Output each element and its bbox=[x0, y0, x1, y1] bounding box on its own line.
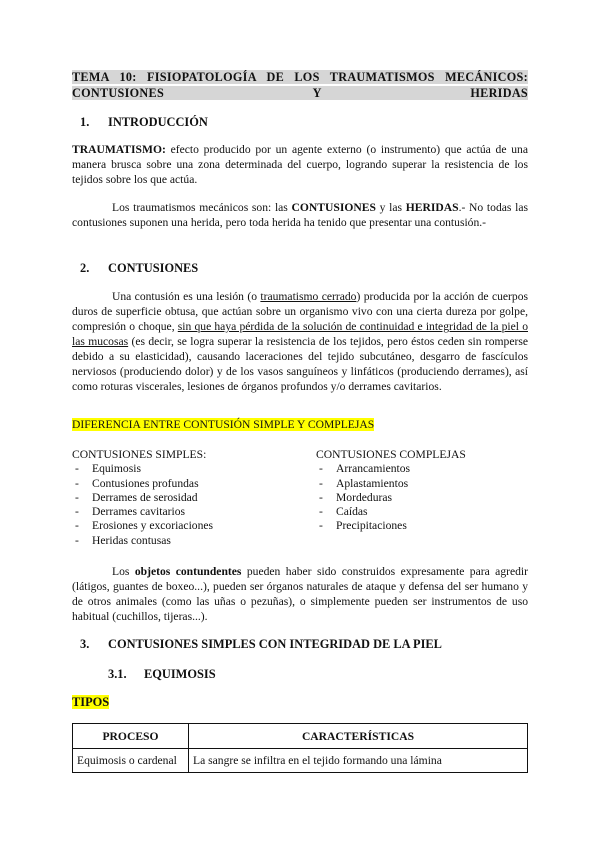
list-item: - Mordeduras bbox=[316, 491, 466, 505]
column-header-proceso: PROCESO bbox=[73, 724, 189, 749]
bold-heridas: HERIDAS bbox=[405, 201, 459, 214]
section-1-heading bbox=[80, 115, 208, 130]
section-title: CONTUSIONES bbox=[108, 261, 199, 275]
text-run: ) producida por la acción de cuerpos duros de superficie obtusa, que actúan sobre un organismo vivo con una cierta dureza por golpe, compresión o choque, bbox=[72, 290, 529, 333]
table-cell: La sangre se infiltra en el tejido formando una lámina bbox=[189, 749, 528, 773]
paragraph-traumatismos bbox=[72, 200, 528, 230]
text-run: .- No todas las contusiones suponen una herida, pero toda herida ha tenido que presentar una contusión.- bbox=[72, 201, 528, 229]
tipos-table bbox=[72, 723, 528, 773]
title-line-2: CONTUSIONES Y HERIDAS bbox=[72, 85, 528, 100]
simple-list-title: CONTUSIONES SIMPLES: bbox=[72, 448, 207, 461]
section-title: INTRODUCCIÓN bbox=[108, 115, 208, 129]
section-title: CONTUSIONES SIMPLES CON INTEGRIDAD DE LA PIEL bbox=[108, 637, 442, 651]
section-2-heading bbox=[80, 261, 198, 276]
tipos-label bbox=[72, 695, 109, 710]
underlined-integridad: sin que haya pérdida de la solución de continuidad e integridad de la piel o las mucosas bbox=[72, 320, 528, 348]
document-title bbox=[72, 70, 528, 101]
paragraph-contusion-definition bbox=[72, 289, 528, 394]
complex-list-title: CONTUSIONES COMPLEJAS bbox=[316, 448, 466, 461]
text-run: Los traumatismos mecánicos son: las bbox=[112, 201, 292, 214]
table-row bbox=[73, 749, 528, 773]
difference-heading-text: DIFERENCIA ENTRE CONTUSIÓN SIMPLE Y COMPLEJAS bbox=[72, 418, 375, 431]
tipos-label-text: TIPOS bbox=[72, 695, 110, 709]
table-cell: Equimosis o cardenal bbox=[73, 749, 189, 773]
simple-items bbox=[72, 462, 213, 548]
complex-list bbox=[316, 448, 466, 534]
text-run: Los bbox=[112, 565, 135, 578]
section-number: 1. bbox=[80, 115, 90, 129]
column-header-caracteristicas: CARACTERÍSTICAS bbox=[189, 724, 528, 749]
text-run: pueden haber sido construidos expresamente para agredir (látigos, guantes de boxeo...), pueden ser órganos naturales de ataque y defensa del ser humano y de otros animales (como las uñas o pezuñas), o simplemente pueden ser instrumentos de uso habitual (cuchillos, tijeras...). bbox=[72, 565, 529, 623]
text-run: Una contusión es una lesión (o bbox=[112, 290, 261, 303]
list-item: - Heridas contusas bbox=[72, 534, 213, 548]
section-3-heading bbox=[80, 637, 442, 652]
bold-contusiones: CONTUSIONES bbox=[291, 201, 376, 214]
text-run: y las bbox=[375, 201, 406, 214]
list-item: - Contusiones profundas bbox=[72, 477, 213, 491]
list-item: - Precipitaciones bbox=[316, 519, 466, 533]
paragraph-definition bbox=[72, 142, 528, 187]
section-3-1-heading bbox=[108, 667, 216, 682]
bold-objetos: objetos contundentes bbox=[134, 565, 242, 578]
list-item: - Aplastamientos bbox=[316, 477, 466, 491]
section-title: EQUIMOSIS bbox=[144, 667, 216, 681]
list-item: - Equimosis bbox=[72, 462, 213, 476]
section-number: 2. bbox=[80, 261, 90, 275]
term-traumatismo: TRAUMATISMO: bbox=[72, 143, 166, 156]
table-header-row bbox=[73, 724, 528, 749]
definition-text: efecto producido por un agente externo (o instrumento) que actúa de una manera brusca sobre una zona determinada del cuerpo, logrando superar la resistencia de los tejidos sobre los que actúa. bbox=[72, 143, 528, 186]
simple-list bbox=[72, 448, 213, 548]
list-item: - Derrames cavitarios bbox=[72, 505, 213, 519]
underlined-traumatismo-cerrado: traumatismo cerrado bbox=[260, 290, 357, 303]
list-item: - Erosiones y excoriaciones bbox=[72, 519, 213, 533]
section-number: 3.1. bbox=[108, 667, 127, 681]
text-run: (es decir, se logra superar la resistencia de los tejidos, pero éstos ceden sin romperse debido a su elasticidad), causando laceraciones del tejido subcutáneo, desgarro de fascículos nerviosos (produciendo dolor) y de los vasos sanguíneos y linfáticos (produciendo derrames), así como roturas viscerales, lesiones de órganos profundos y/o derrames cavitarios. bbox=[72, 335, 528, 393]
difference-heading bbox=[72, 418, 374, 431]
list-item: - Arrancamientos bbox=[316, 462, 466, 476]
complex-items bbox=[316, 462, 466, 533]
list-item: - Derrames de serosidad bbox=[72, 491, 213, 505]
paragraph-objetos-contundentes bbox=[72, 564, 528, 624]
title-line-1: TEMA 10: FISIOPATOLOGÍA DE LOS TRAUMATISMOS MECÁNICOS: bbox=[72, 70, 528, 84]
list-item: - Caídas bbox=[316, 505, 466, 519]
section-number: 3. bbox=[80, 637, 90, 651]
